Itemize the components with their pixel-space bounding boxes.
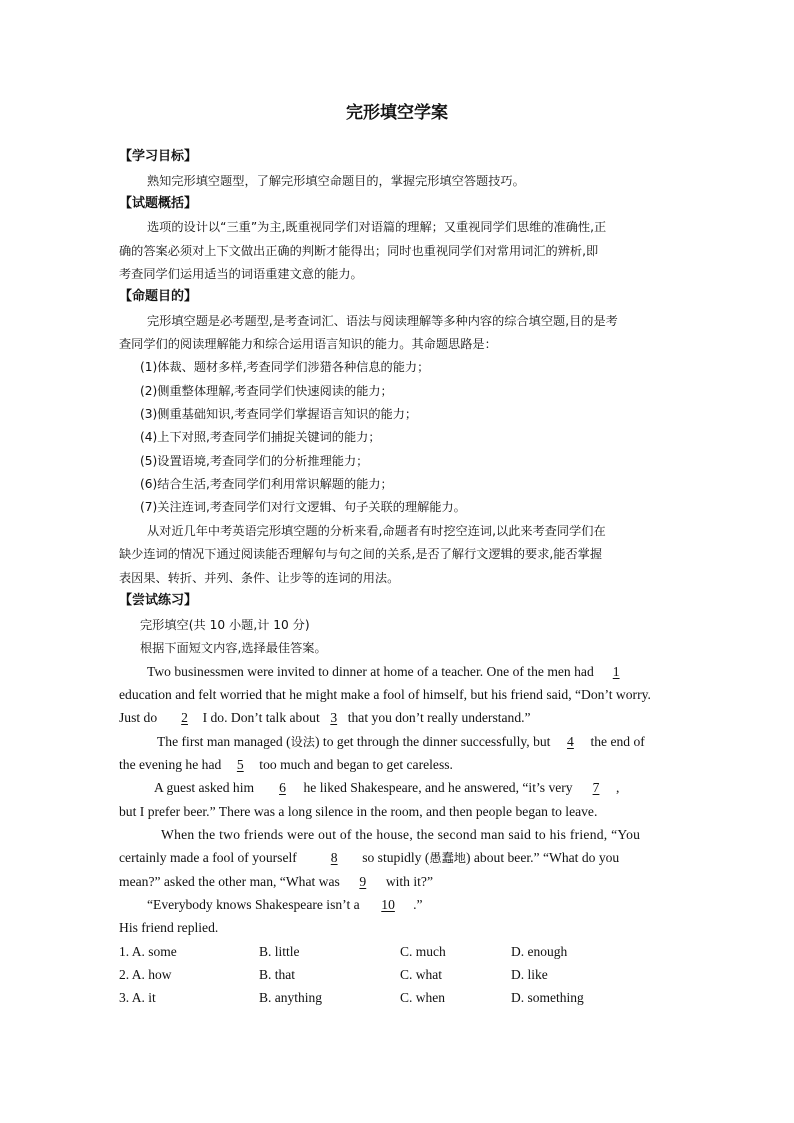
option-a[interactable]: 3. A. it <box>119 990 156 1005</box>
passage-text: , <box>616 780 620 795</box>
passage-text: .” <box>413 897 423 912</box>
overview-heading: 【试题概括】 <box>119 196 198 211</box>
passage-text: with it?” <box>385 874 433 889</box>
blank-1[interactable]: 1 <box>612 664 620 679</box>
practice-instruction: 根据下面短文内容,选择最佳答案。 <box>140 641 327 655</box>
passage-line <box>147 664 635 680</box>
blank-2[interactable]: 2 <box>181 710 188 725</box>
analysis-line: 表因果、转折、并列、条件、让步等的连词的用法。 <box>119 571 400 585</box>
purpose-point: (6)结合生活,考查同学们利用常识解题的能力； <box>140 477 393 491</box>
passage-line: His friend replied. <box>119 920 219 935</box>
passage-line <box>147 897 423 913</box>
passage-line <box>154 780 619 796</box>
passage-text: 愚蠢地 <box>429 851 466 865</box>
purpose-heading: 【命题目的】 <box>119 289 198 304</box>
purpose-point: (7)关注连词,考查同学们对行文逻辑、句子关联的理解能力。 <box>140 500 466 514</box>
page-title: 完形填空学案 <box>346 103 448 123</box>
blank-6[interactable]: 6 <box>279 780 286 795</box>
blank-9[interactable]: 9 <box>359 874 367 889</box>
overview-line: 选项的设计以“三重”为主,既重视同学们对语篇的理解；又重视同学们思维的准确性,正 <box>147 220 607 234</box>
passage-text: I do. Don’t talk about <box>202 710 320 725</box>
analysis-line: 缺少连词的情况下通过阅读能否理解句与句之间的关系,是否了解行文逻辑的要求,能否掌握 <box>119 547 603 561</box>
blank-7[interactable]: 7 <box>592 780 600 795</box>
purpose-point: (1)体裁、题材多样,考查同学们涉猎各种信息的能力； <box>140 360 430 374</box>
overview-line: 确的答案必须对上下文做出正确的判断才能得出；同时也重视同学们对常用词汇的辨析,即 <box>119 244 599 258</box>
passage-text: 设法 <box>290 735 315 749</box>
passage-text: Just do <box>119 710 158 725</box>
passage-text: he liked Shakespeare, and he answered, “it’s very <box>303 780 573 795</box>
passage-text: so stupidly ( <box>362 850 430 865</box>
passage-text: “Everybody knows Shakespeare isn’t a <box>147 897 360 912</box>
purpose-point: (3)侧重基础知识,考查同学们掌握语言知识的能力； <box>140 407 418 421</box>
option-b[interactable]: B. anything <box>259 990 322 1005</box>
purpose-line: 完形填空题是必考题型,是考查词汇、语法与阅读理解等多种内容的综合填空题,目的是考 <box>147 314 618 328</box>
option-b[interactable]: B. that <box>259 967 295 982</box>
option-a[interactable]: 1. A. some <box>119 944 177 959</box>
blank-10[interactable]: 10 <box>381 897 395 912</box>
passage-line <box>119 757 453 773</box>
purpose-point: (4)上下对照,考查同学们捕捉关键词的能力； <box>140 430 381 444</box>
blank-5[interactable]: 5 <box>236 757 244 772</box>
passage-text: mean?” asked the other man, “What was <box>119 874 340 889</box>
option-c[interactable]: C. when <box>400 990 445 1005</box>
passage-text: too much and began to get careless. <box>259 757 453 772</box>
blank-3[interactable]: 3 <box>330 710 338 725</box>
blank-8[interactable]: 8 <box>330 850 338 865</box>
passage-line <box>119 710 531 726</box>
option-d[interactable]: D. like <box>511 967 548 982</box>
passage-line <box>157 734 645 750</box>
passage-text: ) about beer.” “What do you <box>465 850 620 865</box>
passage-line <box>119 874 433 890</box>
practice-title: 完形填空(共 10 小题,计 10 分) <box>140 618 310 632</box>
passage-text: Two businessmen were invited to dinner at home of a teacher. One of the men had <box>147 664 594 679</box>
passage-line <box>119 850 619 866</box>
passage-text: the evening he had <box>119 757 222 772</box>
passage-text: the end of <box>590 734 645 749</box>
purpose-point: (2)侧重整体理解,考查同学们快速阅读的能力； <box>140 384 393 398</box>
practice-heading: 【尝试练习】 <box>119 593 198 608</box>
passage-text: A guest asked him <box>154 780 255 795</box>
option-a[interactable]: 2. A. how <box>119 967 172 982</box>
passage-text: that you don’t really understand.” <box>347 710 531 725</box>
passage-text: ) to get through the dinner successfully, but <box>315 734 551 749</box>
goal-text: 熟知完形填空题型，了解完形填空命题目的，掌握完形填空答题技巧。 <box>147 174 525 188</box>
purpose-point: (5)设置语境,考查同学们的分析推理能力； <box>140 454 369 468</box>
passage-text: The first man managed ( <box>157 734 291 749</box>
passage-line: When the two friends were out of the house, the second man said to his friend, “You <box>161 827 641 842</box>
option-d[interactable]: D. something <box>511 990 584 1005</box>
passage-text: certainly made a fool of yourself <box>119 850 297 865</box>
purpose-line: 查同学们的阅读理解能力和综合运用语言知识的能力。其命题思路是： <box>119 337 497 351</box>
option-b[interactable]: B. little <box>259 944 300 959</box>
option-c[interactable]: C. much <box>400 944 446 959</box>
option-c[interactable]: C. what <box>400 967 442 982</box>
goal-heading: 【学习目标】 <box>119 149 198 164</box>
option-d[interactable]: D. enough <box>511 944 568 959</box>
blank-4[interactable]: 4 <box>567 734 574 749</box>
analysis-line: 从对近几年中考英语完形填空题的分析来看,命题者有时挖空连词,以此来考查同学们在 <box>147 524 606 538</box>
passage-line: but I prefer beer.” There was a long silence in the room, and then people began to leave. <box>119 804 598 819</box>
overview-line: 考查同学们运用适当的词语重建文意的能力。 <box>119 267 363 281</box>
passage-line: education and felt worried that he might make a fool of himself, but his friend said, “Don’t worry. <box>119 687 651 702</box>
